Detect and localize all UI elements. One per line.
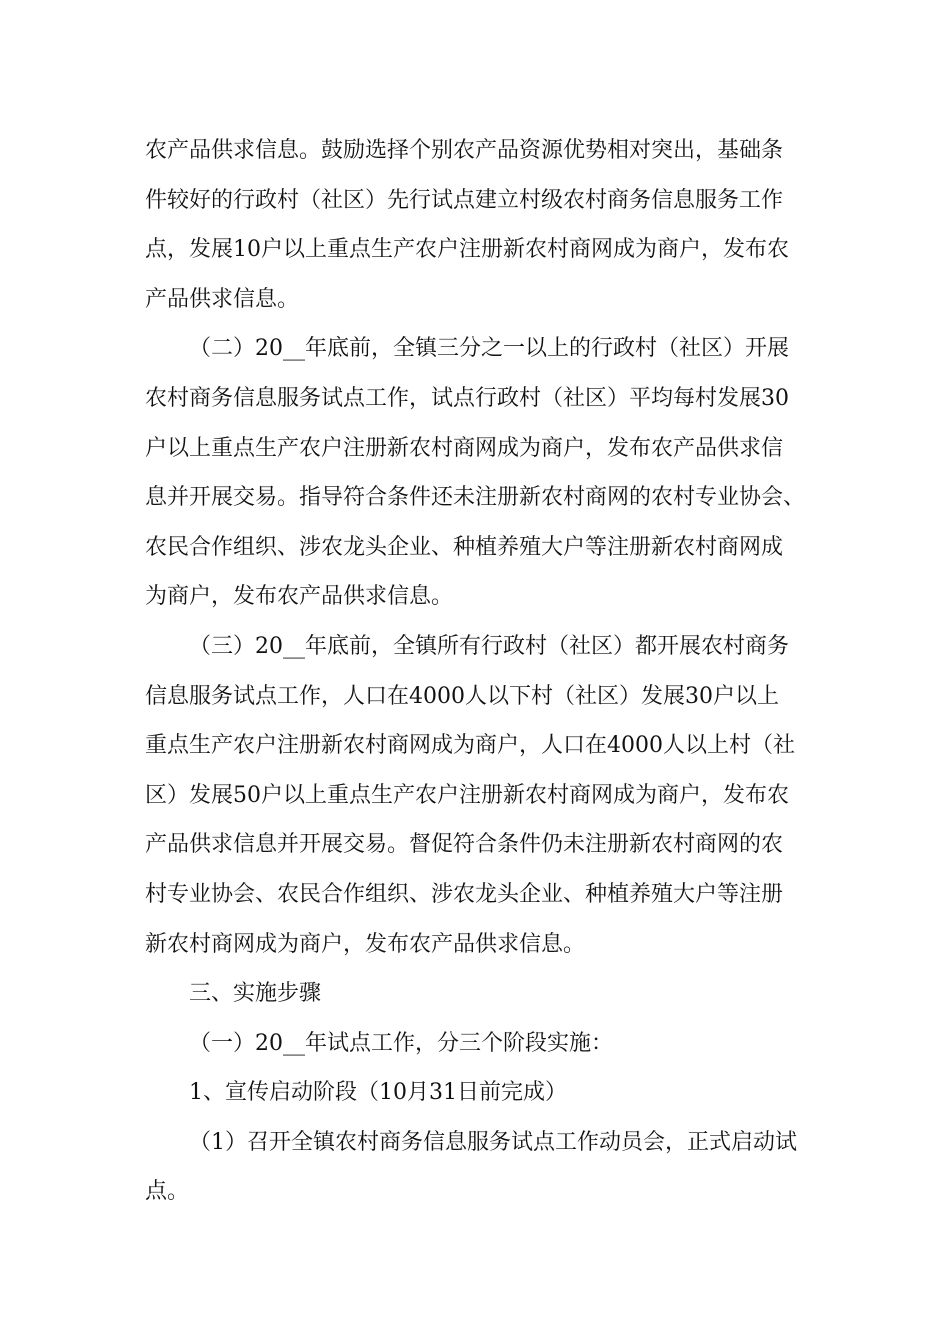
text-line: 重点生产农户注册新农村商网成为商户，人口在4000人以上村（社 bbox=[145, 733, 795, 759]
text-line: 1、宣传启动阶段（10月31日前完成） bbox=[189, 1080, 567, 1106]
text-line: 息并开展交易。指导符合条件还未注册新农村商网的农村专业协会、 bbox=[145, 485, 806, 511]
text-line: （一）20__年试点工作，分三个阶段实施： bbox=[189, 1030, 613, 1056]
text-line: 新农村商网成为商户，发布农产品供求信息。 bbox=[145, 931, 586, 957]
text-line: 农民合作组织、涉农龙头企业、种植养殖大户等注册新农村商网成 bbox=[145, 534, 784, 560]
text-line: （二）20__年底前，全镇三分之一以上的行政村（社区）开展 bbox=[189, 336, 789, 362]
text-line: （三）20__年底前，全镇所有行政村（社区）都开展农村商务 bbox=[189, 633, 789, 659]
text-line: 点。 bbox=[145, 1179, 190, 1205]
text-line: 件较好的行政村（社区）先行试点建立村级农村商务信息服务工作 bbox=[145, 187, 784, 213]
text-line: 区）发展50户以上重点生产农户注册新农村商网成为商户，发布农 bbox=[145, 782, 789, 808]
text-line: 农村商务信息服务试点工作，试点行政村（社区）平均每村发展30 bbox=[145, 385, 789, 411]
text-line: 为商户，发布农产品供求信息。 bbox=[145, 584, 454, 610]
document-body bbox=[145, 126, 810, 1217]
section-heading: 三、实施步骤 bbox=[189, 981, 322, 1007]
text-line: 点，发展10户以上重点生产农户注册新农村商网成为商户，发布农 bbox=[145, 237, 789, 263]
text-line: 产品供求信息。 bbox=[145, 286, 300, 312]
text-line: （1）召开全镇农村商务信息服务试点工作动员会，正式启动试 bbox=[189, 1129, 797, 1155]
text-line: 信息服务试点工作，人口在4000人以下村（社区）发展30户以上 bbox=[145, 683, 779, 709]
text-line: 农产品供求信息。鼓励选择个别农产品资源优势相对突出，基础条 bbox=[145, 138, 784, 163]
text-line: 村专业协会、农民合作组织、涉农龙头企业、种植养殖大户等注册 bbox=[145, 881, 784, 907]
text-line: 产品供求信息并开展交易。督促符合条件仍未注册新农村商网的农 bbox=[145, 832, 784, 858]
text-line: 户以上重点生产农户注册新农村商网成为商户，发布农产品供求信 bbox=[145, 435, 784, 461]
